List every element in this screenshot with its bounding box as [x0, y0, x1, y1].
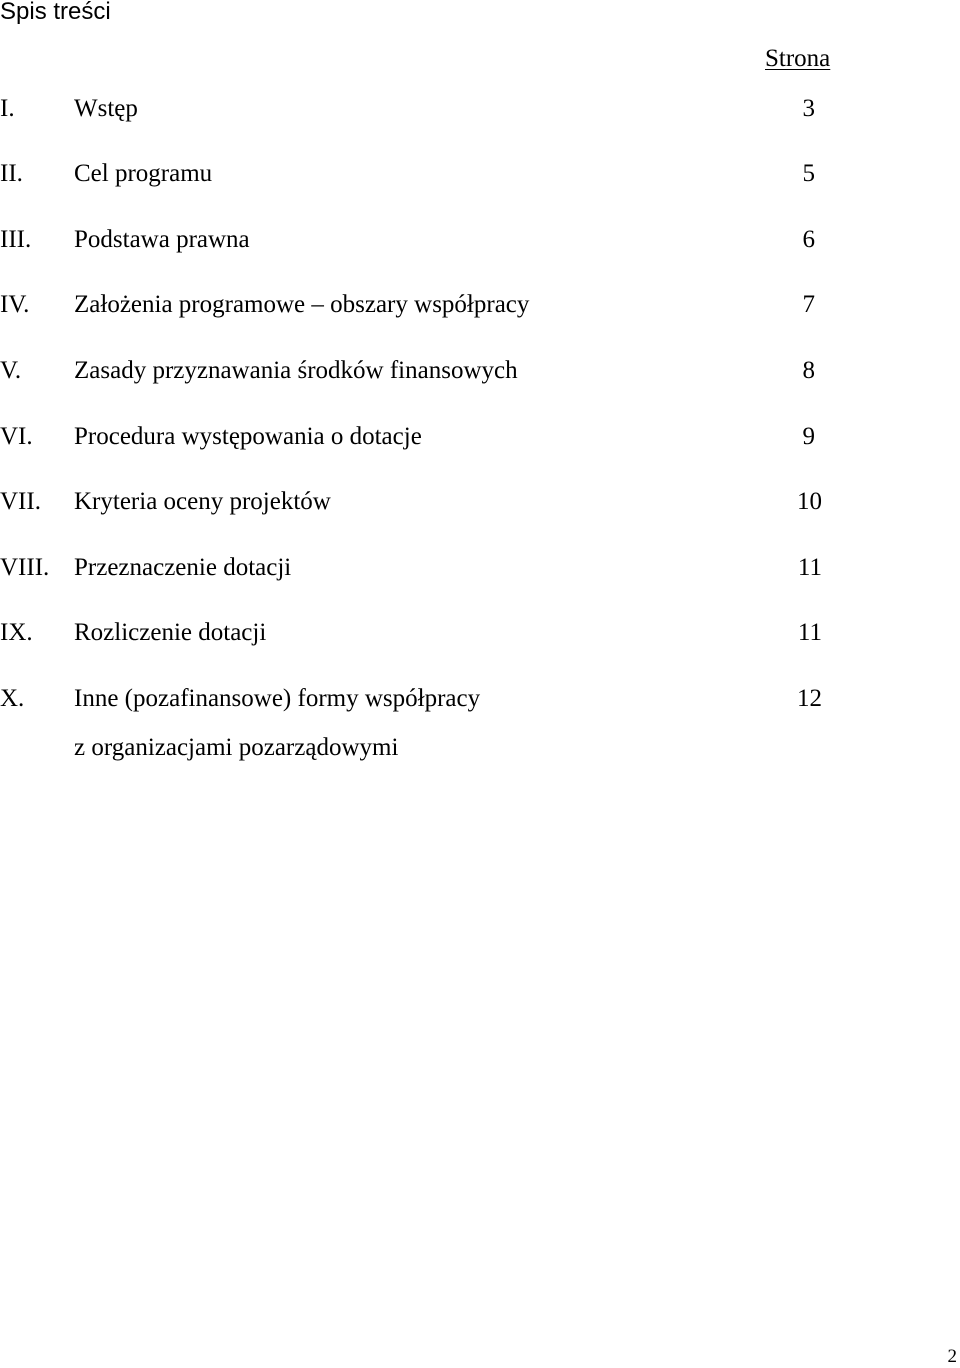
toc-entry-rozliczenie-dotacji[interactable] — [0, 618, 960, 648]
toc-entry-number: X. — [0, 685, 25, 712]
toc-entry-page: 3 — [802, 95, 815, 122]
toc-entry-title: Procedura występowania o dotacje — [74, 423, 422, 450]
toc-entry-kryteria-oceny[interactable] — [0, 487, 960, 517]
toc-entry-number: I. — [0, 95, 15, 122]
toc-entry-number: V. — [0, 357, 22, 384]
toc-entry-number: IV. — [0, 291, 30, 318]
toc-entry-page: 7 — [802, 291, 815, 318]
toc-entry-page: 11 — [797, 554, 822, 581]
toc-entry-wstep[interactable] — [0, 94, 960, 124]
page-number: 2 — [947, 1346, 957, 1367]
toc-entry-zasady-przyznawania[interactable] — [0, 356, 960, 386]
toc-entry-title: Zasady przyznawania środków finansowych — [74, 357, 518, 384]
toc-entry-title: Podstawa prawna — [74, 226, 250, 253]
toc-entry-page: 12 — [797, 685, 822, 712]
toc-heading: Spis treści — [0, 0, 111, 25]
toc-entry-procedura[interactable] — [0, 422, 960, 452]
toc-entry-title: Rozliczenie dotacji — [74, 619, 267, 646]
toc-entry-page: 8 — [802, 357, 815, 384]
toc-entry-title: Założenia programowe – obszary współpracy — [74, 291, 530, 318]
toc-entry-title: Przeznaczenie dotacji — [74, 554, 292, 581]
page-column-label: Strona — [765, 45, 831, 72]
toc-entry-page: 9 — [802, 423, 815, 450]
toc-entry-inne-formy[interactable] — [0, 684, 960, 764]
toc-entry-number: IX. — [0, 619, 33, 646]
toc-entry-page: 6 — [802, 226, 815, 253]
toc-entry-number: III. — [0, 226, 32, 253]
toc-entry-number: VII. — [0, 488, 41, 515]
toc-entry-number: VIII. — [0, 554, 50, 581]
toc-entry-zalozenia-programowe[interactable] — [0, 290, 960, 320]
toc-entry-title: Inne (pozafinansowe) formy współpracy — [74, 685, 481, 712]
toc-entry-number: VI. — [0, 423, 33, 450]
toc-entry-podstawa-prawna[interactable] — [0, 225, 960, 255]
toc-entry-przeznaczenie-dotacji[interactable] — [0, 553, 960, 583]
toc-entry-number: II. — [0, 160, 23, 187]
toc-entry-title: Cel programu — [74, 160, 213, 187]
toc-entry-page: 5 — [802, 160, 815, 187]
toc-entry-title-continued: z organizacjami pozarządowymi — [74, 734, 399, 761]
toc-entry-title: Wstęp — [74, 95, 138, 122]
toc-entry-page: 10 — [797, 488, 822, 515]
toc-entry-title: Kryteria oceny projektów — [74, 488, 331, 515]
toc-entry-page: 11 — [797, 619, 822, 646]
toc-entry-cel-programu[interactable] — [0, 159, 960, 189]
